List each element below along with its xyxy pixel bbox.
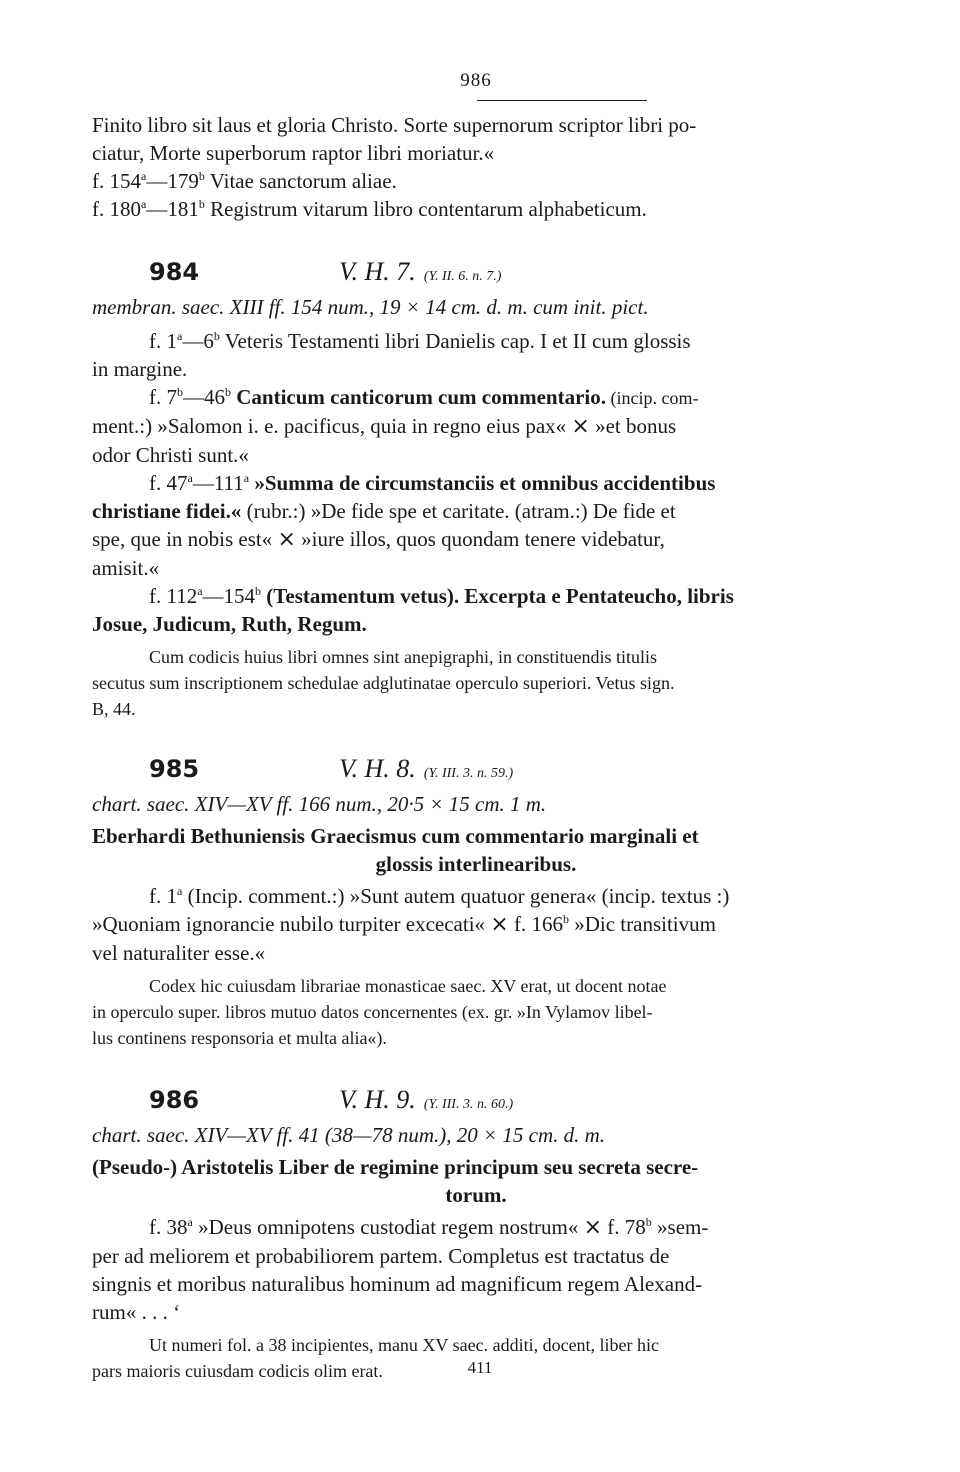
- note-line: lus continens responsoria et multa alia«).: [92, 1028, 387, 1048]
- intro-block: [92, 111, 860, 223]
- codex-description: chart. saec. XIV—XV ff. 166 num., 20·5 × 15 cm. 1 m.: [92, 792, 547, 816]
- folio-line: f. 154$^a$—179$^b$ Vitae sanctorum aliae.: [92, 169, 397, 193]
- folio-line: »Quoniam ignorancie nubilo turpiter excecati« × f. 166$^b$ »Dic transitivum: [92, 912, 716, 937]
- folio-line: f. 112$^a$—154$^b$ (Testamentum vetus). Excerpta e Pentateucho, libris: [149, 584, 734, 608]
- folio-line: spe, que in nobis est« × »iure illos, quos quondam tenere videbatur,: [92, 527, 665, 552]
- folio-line: vel naturaliter esse.«: [92, 941, 266, 965]
- footer-page-number: 411: [467, 1358, 493, 1377]
- header-rule: [477, 100, 647, 101]
- folio-line: amisit.«: [92, 556, 160, 580]
- page-content: [92, 70, 860, 1384]
- note-line: in operculo super. libros mutuo datos concernentes (ex. gr. »In Vylamov libel-: [92, 1002, 653, 1022]
- folio-line: ment.:) »Salomon i. e. pacificus, quia in regno eius pax« × »et bonus: [92, 414, 677, 439]
- codex-description: chart. saec. XIV—XV ff. 41 (38—78 num.), 20 × 15 cm. d. m.: [92, 1123, 606, 1147]
- entry-986: [92, 1085, 860, 1384]
- entry-number: 986: [149, 1086, 200, 1114]
- folio-line: rum« . . . ‘: [92, 1300, 181, 1324]
- folio-line: f. 7$^b$—46$^b$ Canticum canticorum cum commentario. (incip. com-: [149, 385, 699, 409]
- folio-line: f. 47$^a$—111$^a$ »Summa de circumstanciis et omnibus accidentibus: [149, 471, 716, 495]
- entry-number: 984: [149, 258, 200, 286]
- intro-line: Finito libro sit laus et gloria Christo. Sorte supernorum scriptor libri po-: [92, 113, 697, 137]
- folio-line: f. 1$^a$—6$^b$ Veteris Testamenti libri Danielis cap. I et II cum glossis: [149, 329, 691, 353]
- entry-heading: [92, 257, 860, 287]
- note-line: Ut numeri fol. a 38 incipientes, manu XV saec. additi, docent, liber hic: [149, 1335, 660, 1355]
- old-shelfmark: (Y. III. 3. n. 59.): [423, 766, 514, 781]
- shelfmark: V. H. 8.: [339, 754, 416, 783]
- note-line: B, 44.: [92, 699, 136, 719]
- entry-heading: [92, 754, 860, 784]
- folio-line: f. 180$^a$—181$^b$ Registrum vitarum libro contentarum alphabeticum.: [92, 197, 647, 221]
- cross-mark: ×: [571, 414, 590, 439]
- old-shelfmark: (Y. III. 3. n. 60.): [423, 1097, 514, 1112]
- cross-mark: ×: [490, 912, 509, 937]
- work-title: (Pseudo-) Aristotelis Liber de regimine principum seu secreta secre-: [92, 1155, 699, 1179]
- entry-985: [92, 754, 860, 1051]
- folio-line: f. 1$^a$ (Incip. comment.:) »Sunt autem quatuor genera« (incip. textus :): [149, 884, 730, 908]
- cross-mark: ×: [277, 527, 296, 552]
- entry-heading: [92, 1085, 860, 1115]
- folio-line: singnis et moribus naturalibus hominum ad magnificum regem Alexand-: [92, 1272, 703, 1296]
- work-title: glossis interlinearibus.: [375, 852, 577, 876]
- folio-line: odor Christi sunt.«: [92, 443, 249, 467]
- old-shelfmark: (Y. II. 6. n. 7.): [423, 269, 502, 284]
- intro-line: ciatur, Morte superborum raptor libri moriatur.«: [92, 141, 495, 165]
- note-block: [92, 973, 860, 1051]
- entry-number: 985: [149, 755, 200, 783]
- work-title: torum.: [445, 1183, 507, 1207]
- entry-984: [92, 257, 860, 722]
- note-line: Codex hic cuiusdam librariae monasticae saec. XV erat, ut docent notae: [149, 976, 667, 996]
- folio-line: christiane fidei.« (rubr.:) »De fide spe et caritate. (atram.:) De fide et: [92, 499, 676, 523]
- shelfmark: V. H. 9.: [339, 1085, 416, 1114]
- cross-mark: ×: [583, 1215, 603, 1240]
- work-title: Eberhardi Bethuniensis Graecismus cum commentario marginali et: [92, 824, 699, 848]
- note-block: [92, 644, 860, 722]
- note-line: Cum codicis huius libri omnes sint anepigraphi, in constituendis titulis: [149, 647, 657, 667]
- folio-line: f. 38$^a$ »Deus omnipotens custodiat regem nostrum« × f. 78$^b$ »sem-: [149, 1215, 709, 1240]
- codex-description: membran. saec. XIII ff. 154 num., 19 × 14 cm. d. m. cum init. pict.: [92, 295, 649, 319]
- folio-line: per ad meliorem et probabiliorem partem. Completus est tractatus de: [92, 1244, 670, 1268]
- shelfmark: V. H. 7.: [339, 257, 416, 286]
- folio-line: in margine.: [92, 357, 188, 381]
- note-line: secutus sum inscriptionem schedulae adglutinatae operculo superiori. Vetus sign.: [92, 673, 675, 693]
- note-line: pars maioris cuiusdam codicis olim erat.: [92, 1361, 383, 1381]
- page-number: 986: [460, 70, 492, 91]
- folio-line: Josue, Judicum, Ruth, Regum.: [92, 612, 367, 636]
